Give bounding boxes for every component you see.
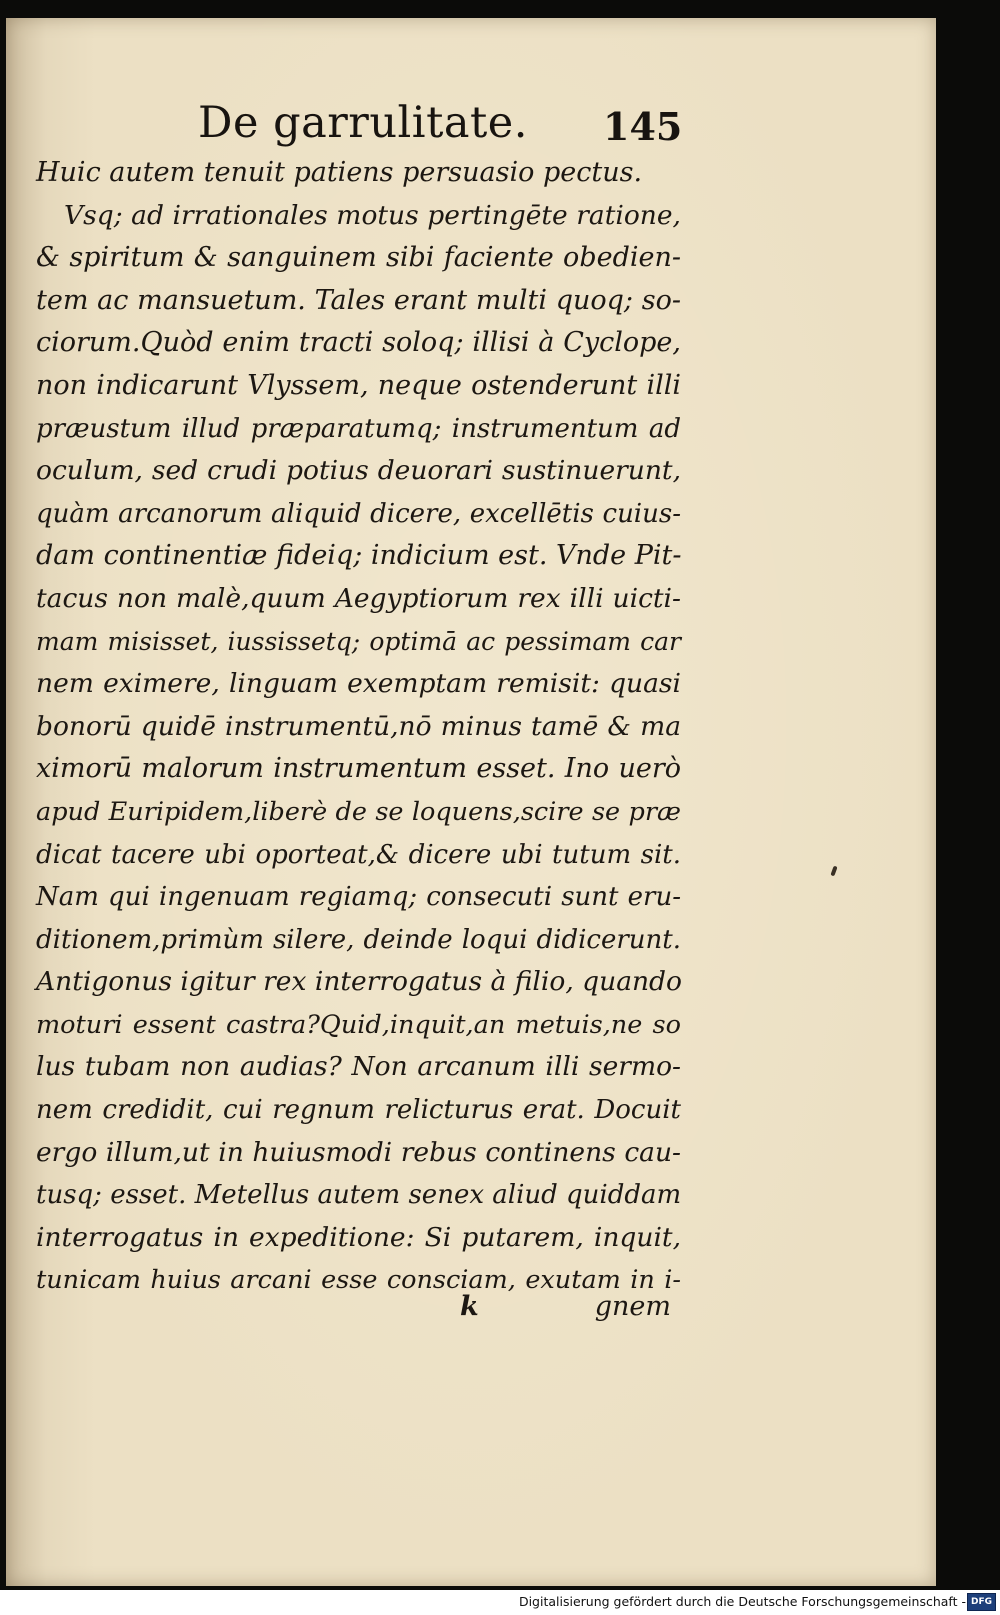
text-line: nem eximere, linguam exemptam remisit: quasi — [36, 668, 681, 700]
ink-speck — [830, 866, 837, 877]
text-line: apud Euripidem,liberè de se loquens,scire se præ — [36, 796, 681, 827]
text-line: ergo illum,ut in huiusmodi rebus continens cau- — [36, 1136, 681, 1168]
text-line: tacus non malè,quum Aegyptiorum rex illi uicti- — [36, 582, 681, 614]
text-line: moturi essent castra?Quid,inquit,an metuis,ne so — [36, 1009, 681, 1040]
page-number: 145 — [603, 104, 683, 149]
text-line: ditionem,primùm silere, deinde loqui didicerunt. — [36, 924, 681, 955]
signature-mark: k — [460, 1291, 479, 1322]
text-line: bonorū quidē instrumentū,nō minus tamē & ma — [36, 710, 681, 742]
catchword-row — [36, 1291, 681, 1331]
body-text — [36, 152, 681, 1302]
text-line: tusq; esset. Metellus autem senex aliud quiddam — [36, 1180, 682, 1211]
text-line: tunicam huius arcani esse consciam, exutam in i- — [36, 1265, 681, 1296]
funding-credit: Digitalisierung gefördert durch die Deutsche Forschungsgemeinschaft - — [518, 1594, 966, 1609]
text-line: Antigonus igitur rex interrogatus à filio, quando — [36, 966, 682, 998]
catchword: gnem — [594, 1291, 671, 1322]
text-line: oculum, sed crudi potius deuorari sustinuerunt, — [36, 455, 681, 487]
footer-bar — [0, 1590, 1000, 1615]
book-page — [6, 18, 936, 1586]
dfg-logo-icon: DFG — [967, 1593, 996, 1611]
running-head: De garrulitate. — [198, 98, 528, 148]
text-line: dam continentiæ fideiq; indicium est. Vnde Pit- — [36, 540, 682, 572]
text-line: lus tubam non audias? Non arcanum illi sermo- — [36, 1051, 681, 1083]
text-line: ciorum.Quòd enim tracti soloq; illisi à Cyclope, — [36, 327, 681, 359]
text-line: & spiritum & sanguinem sibi faciente obedien- — [36, 242, 681, 274]
text-line: Vsq; ad irrationales motus pertingēte ratione, — [64, 199, 681, 231]
text-line: præustum illud præparatumq; instrumentum ad — [36, 413, 681, 444]
text-line: Nam qui ingenuam regiamq; consecuti sunt eru- — [36, 882, 681, 913]
text-line: tem ac mansuetum. Tales erant multi quoq; so- — [36, 284, 681, 316]
text-line: interrogatus in expeditione: Si putarem, inquit, — [36, 1221, 681, 1253]
text-line: ximorū malorum instrumentum esset. Ino uerò — [36, 753, 681, 785]
text-line: quàm arcanorum aliquid dicere, excellētis cuius- — [36, 498, 681, 529]
text-line: non indicarunt Vlyssem, neque ostenderunt illi — [36, 369, 681, 401]
text-line: mam misisset, iussissetq; optimā ac pessimam car — [36, 626, 681, 656]
text-line: dicat tacere ubi oporteat,& dicere ubi tutum sit. — [36, 839, 681, 870]
text-line: Huic autem tenuit patiens persuasio pectus. — [36, 157, 643, 188]
text-line: nem credidit, cui regnum relicturus erat. Docuit — [36, 1095, 681, 1126]
